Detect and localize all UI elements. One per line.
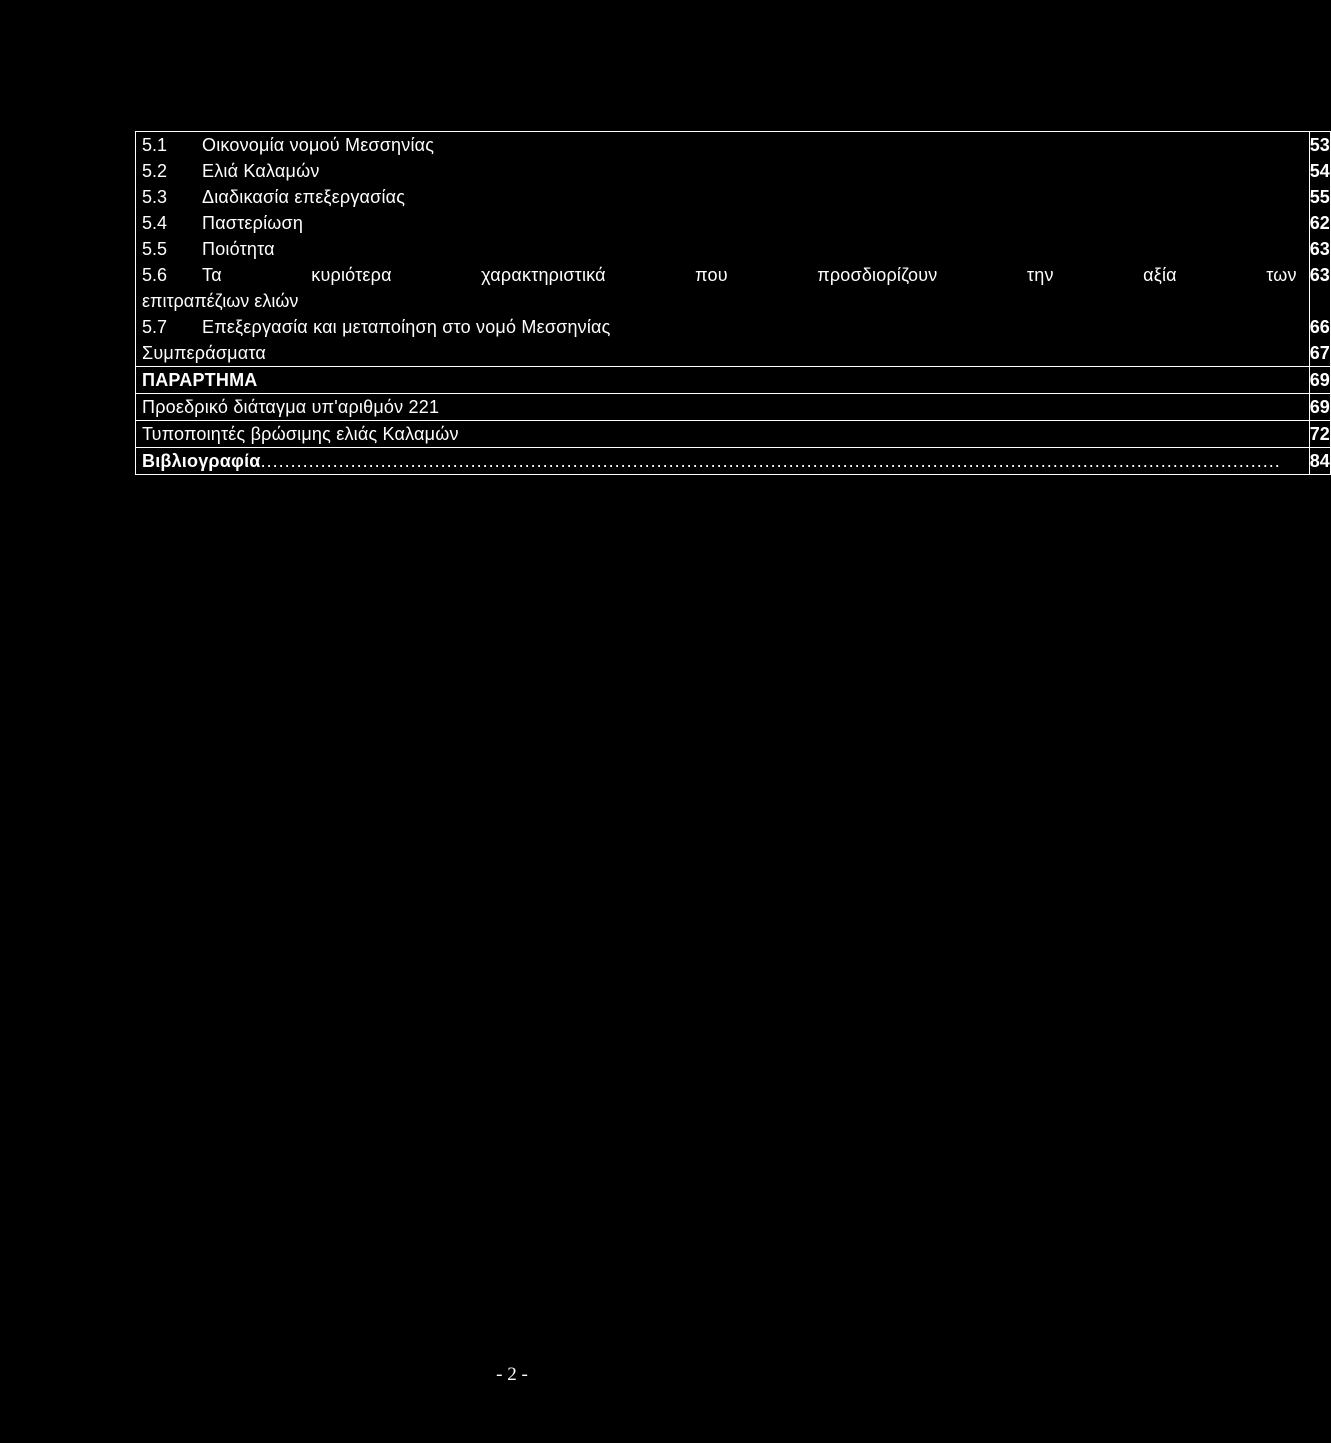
toc-entry-title: Διαδικασία επεξεργασίας <box>202 187 406 207</box>
toc-entry-title-line2: επιτραπέζιων ελιών <box>142 291 299 311</box>
toc-entry-page: 67 <box>1309 340 1330 367</box>
page-number: - 2 - <box>496 1364 528 1385</box>
toc-entry-title-cell <box>136 421 1310 448</box>
toc-entry-title: Ποιότητα <box>202 239 275 259</box>
toc-entry-title-cell <box>136 158 1310 184</box>
toc-row <box>136 367 1331 394</box>
toc-entry-page: 54 <box>1309 158 1330 184</box>
toc-entry-page: 69 <box>1309 367 1330 394</box>
toc-entry-title-cell <box>136 262 1310 314</box>
toc-entry-title-cell <box>136 314 1310 340</box>
toc-entry-number: 5.2 <box>142 161 168 181</box>
toc-row <box>136 314 1331 340</box>
toc-row <box>136 421 1331 448</box>
toc-entry-page: 69 <box>1309 394 1330 421</box>
toc-row <box>136 448 1331 475</box>
toc-entry-leader <box>142 448 1309 474</box>
toc-entry-number: 5.1 <box>142 135 168 155</box>
toc-entry-number: 5.6 <box>142 265 168 285</box>
toc-row <box>136 236 1331 262</box>
toc-entry-page: 63 <box>1309 262 1330 314</box>
toc-entry-title-cell <box>136 132 1310 159</box>
toc-entry-page: 84 <box>1309 448 1330 475</box>
toc-entry-number: 5.5 <box>142 239 168 259</box>
toc-row <box>136 262 1331 314</box>
toc-row <box>136 340 1331 367</box>
toc-entry-number: 5.3 <box>142 187 168 207</box>
toc-entry-title-line1 <box>142 262 1309 288</box>
toc-entry-page: 72 <box>1309 421 1330 448</box>
toc-entry-title: Ελιά Καλαμών <box>202 161 320 181</box>
toc-entry-title: Προεδρικό διάταγμα υπ'αριθμόν 221 <box>142 397 440 417</box>
toc-row <box>136 394 1331 421</box>
toc-entry-title-cell <box>136 210 1310 236</box>
toc-entry-page: 66 <box>1309 314 1330 340</box>
toc-entry-title: Βιβλιογραφία <box>142 451 261 471</box>
table-of-contents <box>135 131 1331 475</box>
dot-leader <box>261 448 1281 474</box>
toc-entry-title: Τα κυριότερα χαρακτηριστικά που προσδιορίζουν την αξία των <box>202 265 1297 285</box>
toc-entry-number: 5.7 <box>142 317 168 337</box>
toc-entry-title: Τυποποιητές βρώσιμης ελιάς Καλαμών <box>142 424 459 444</box>
toc-entry-page: 62 <box>1309 210 1330 236</box>
toc-entry-title-cell <box>136 184 1310 210</box>
toc-entry-title: Οικονομία νομού Μεσσηνίας <box>202 135 435 155</box>
toc-row <box>136 210 1331 236</box>
toc-entry-title-cell <box>136 367 1310 394</box>
toc-row <box>136 158 1331 184</box>
toc-entry-title-cell <box>136 236 1310 262</box>
toc-entry-page: 53 <box>1309 132 1330 159</box>
toc-entry-title: Παστερίωση <box>202 213 304 233</box>
toc-entry-title-cell <box>136 394 1310 421</box>
toc-row <box>136 184 1331 210</box>
toc-entry-title: Επεξεργασία και μεταποίηση στο νομό Μεσσηνίας <box>202 317 611 337</box>
toc-entry-title: Συμπεράσματα <box>142 343 266 363</box>
toc-entry-title: ΠΑΡΑΡΤΗΜΑ <box>142 370 258 390</box>
toc-entry-number: 5.4 <box>142 213 168 233</box>
toc-entry-page: 63 <box>1309 236 1330 262</box>
toc-entry-page: 55 <box>1309 184 1330 210</box>
toc-entry-title-cell <box>136 340 1310 367</box>
toc-entry-title-cell <box>136 448 1310 475</box>
toc-row <box>136 132 1331 159</box>
